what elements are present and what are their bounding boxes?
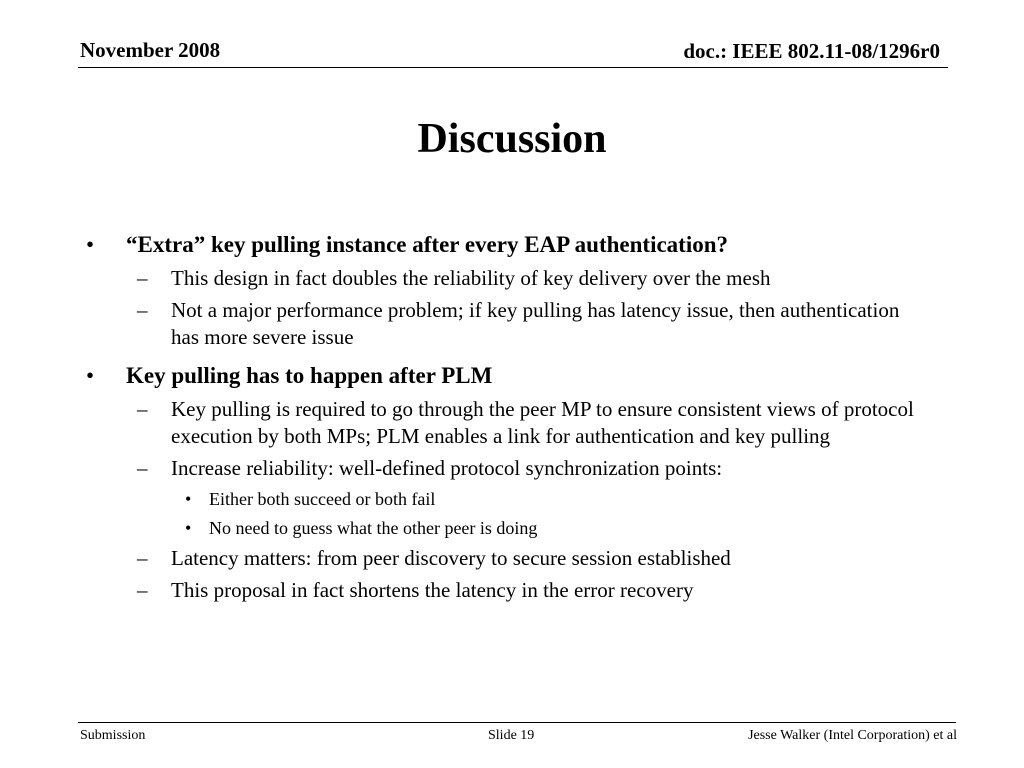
sub-bullet-1-1-text: This design in fact doubles the reliability of key delivery over the mesh <box>171 266 771 290</box>
sub-bullet-2-4 <box>137 577 916 604</box>
sub-bullet-2-2 <box>137 455 916 482</box>
footer-rule <box>78 722 956 723</box>
sub-bullet-1-2 <box>137 297 916 351</box>
sub-bullet-1-2-text: Not a major performance problem; if key pulling has latency issue, then authentication has more severe issue <box>171 298 900 349</box>
sub-bullet-2-1-text: Key pulling is required to go through the peer MP to ensure consistent views of protocol execution by both MPs; PLM enables a link for authentication and key pulling <box>171 397 914 448</box>
header-date: November 2008 <box>80 38 221 62</box>
bullet-1-marker: • <box>86 232 95 257</box>
header-rule <box>78 67 948 68</box>
header-doc-id: doc.: IEEE 802.11-08/1296r0 <box>683 39 940 63</box>
sub-sub-bullet-2-2-2-text: No need to guess what the other peer is doing <box>209 518 538 538</box>
sub-sub-bullet-2-2-1 <box>185 487 909 511</box>
sub-bullet-1-1 <box>137 265 916 292</box>
sub-bullet-2-1-marker: – <box>137 397 148 421</box>
sub-bullet-2-4-marker: – <box>137 578 148 602</box>
sub-bullet-2-4-text: This proposal in fact shortens the latency in the error recovery <box>171 578 694 602</box>
footer-slide-number: Slide 19 <box>488 728 535 743</box>
sub-bullet-2-2-text: Increase reliability: well-defined protocol synchronization points: <box>171 456 723 480</box>
sub-bullet-2-3-text: Latency matters: from peer discovery to secure session established <box>171 546 731 570</box>
bullet-1 <box>86 230 916 260</box>
slide-title: Discussion <box>417 116 607 162</box>
bullet-2 <box>86 361 916 391</box>
slide-body <box>0 226 1024 604</box>
sub-bullet-2-2-marker: – <box>137 456 148 480</box>
sub-sub-bullet-2-2-2 <box>185 516 909 540</box>
sub-bullet-1-1-marker: – <box>137 266 148 290</box>
sub-sub-bullet-2-2-1-text: Either both succeed or both fail <box>209 489 436 509</box>
footer-author: Jesse Walker (Intel Corporation) et al <box>748 728 957 743</box>
sub-bullet-2-3-marker: – <box>137 546 148 570</box>
sub-bullet-2-1 <box>137 396 916 450</box>
sub-bullet-1-2-marker: – <box>137 298 148 322</box>
sub-sub-bullet-2-2-1-marker: • <box>185 489 192 509</box>
sub-bullet-2-3 <box>137 545 916 572</box>
bullet-1-text: “Extra” key pulling instance after every EAP authentication? <box>126 232 729 257</box>
bullet-2-text: Key pulling has to happen after PLM <box>126 363 493 388</box>
footer-submission: Submission <box>80 728 146 743</box>
sub-sub-bullet-2-2-2-marker: • <box>185 518 192 538</box>
bullet-2-marker: • <box>86 363 95 388</box>
